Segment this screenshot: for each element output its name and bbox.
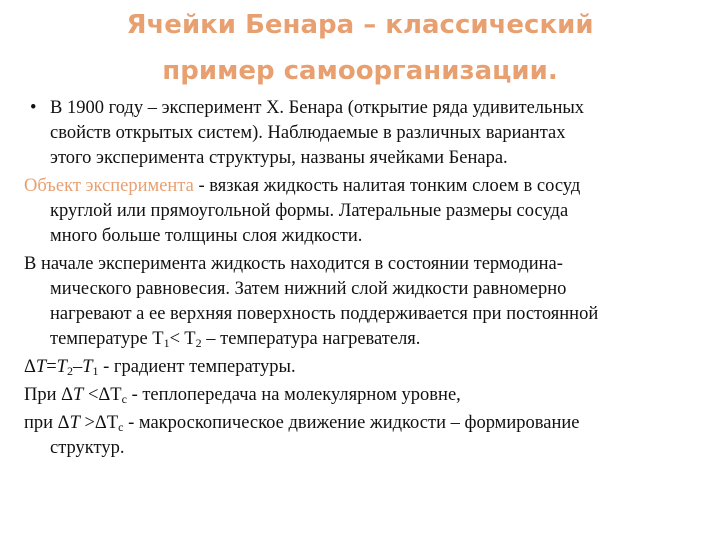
macroscopic-text: - макроскопическое движение жидкости – формирование [123, 413, 580, 433]
history-line-3: этого эксперимента структуры, названы ячейками Бенара. [50, 148, 508, 168]
object-line-1 [24, 174, 708, 199]
paragraph-object [24, 174, 708, 249]
title-line-1: Ячейки Бенара – классический [126, 10, 594, 40]
gradient-sub-2: 2 [66, 364, 73, 378]
molecular-op: <ΔT [83, 385, 122, 405]
equilibrium-line-3: нагревают а ее верхняя поверхность поддерживается при постоянной [50, 304, 599, 324]
temp-sub-2: 2 [195, 336, 202, 350]
object-line-3: много больше толщины слоя жидкости. [50, 226, 363, 246]
delta-symbol: Δ [24, 357, 36, 377]
equilibrium-line-4 [24, 327, 708, 352]
molecular-sub-c: c [121, 392, 127, 406]
history-line-1 [24, 96, 708, 121]
temp-text-c: – температура нагревателя. [201, 329, 421, 349]
molecular-line [24, 383, 708, 408]
gradient-sub-1: 1 [92, 364, 99, 378]
macroscopic-prefix: при Δ [24, 413, 70, 433]
macroscopic-op: >ΔT [79, 413, 119, 433]
history-line-2: свойств открытых систем). Наблюдаемые в различных вариантах [50, 123, 566, 143]
gradient-t2: T [56, 357, 67, 377]
paragraph-molecular [24, 383, 708, 408]
paragraph-macroscopic [24, 411, 708, 461]
macroscopic-sub-c: c [118, 420, 124, 434]
temp-text-a: температуре T [50, 329, 164, 349]
macroscopic-line-2: структур. [50, 438, 125, 458]
paragraph-gradient [24, 355, 708, 380]
macroscopic-line-1 [24, 411, 708, 436]
history-text-1: В 1900 году – эксперимент Х. Бенара (открытие ряда удивительных [50, 98, 585, 118]
temp-sub-1: 1 [163, 336, 170, 350]
object-line-2: круглой или прямоугольной формы. Латеральные размеры сосуда [50, 201, 569, 221]
molecular-prefix: При Δ [24, 385, 74, 405]
temp-text-b: < T [169, 329, 196, 349]
bullet-icon: • [30, 98, 37, 118]
object-label: Объект эксперимента [24, 176, 194, 196]
gradient-t1: T [82, 357, 93, 377]
slide-title [40, 2, 680, 94]
molecular-t: T [73, 385, 84, 405]
gradient-line: $\Delta T=T_2-T_1$ - градиент температуры. [24, 357, 296, 378]
macroscopic-t: T [69, 413, 80, 433]
gradient-text: - градиент температуры. [98, 357, 296, 377]
molecular-text: - теплопередача на молекулярном уровне, [126, 385, 461, 405]
gradient-t: T [35, 357, 47, 377]
bullet-paragraph-history [24, 96, 708, 171]
title-line-2: пример самоорганизации. [162, 56, 558, 86]
paragraph-equilibrium [24, 252, 708, 352]
equilibrium-line-2: мического равновесия. Затем нижний слой жидкости равномерно [50, 279, 567, 299]
equilibrium-line-1: В начале эксперимента жидкость находится в состоянии термодина- [24, 254, 563, 274]
object-text-1: - вязкая жидкость налитая тонким слоем в сосуд [193, 176, 581, 196]
slide-body [24, 96, 708, 464]
